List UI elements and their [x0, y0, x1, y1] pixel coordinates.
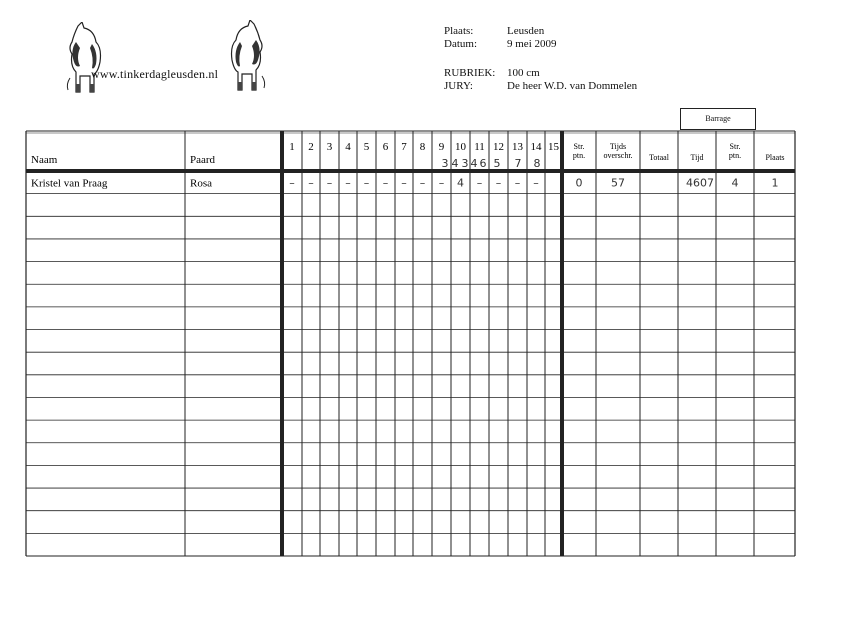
- header-obstacle-3: 3: [326, 141, 333, 153]
- cell-barrage-str-ptn: 4: [731, 176, 739, 190]
- cell-tijds: 57: [611, 176, 625, 190]
- cell-obstacle-14: –: [533, 176, 539, 190]
- header-obstacle-5: 5: [363, 141, 370, 153]
- site-url: www.tinkerdagleusden.nl: [91, 67, 219, 81]
- cell-naam: Kristel van Praag: [31, 177, 108, 190]
- cell-plaats: 1: [771, 176, 779, 190]
- header-naam: Naam: [31, 154, 58, 166]
- header-barrage-str-ptn-line2: ptn.: [728, 151, 742, 160]
- handwritten-header-mark: 7: [514, 157, 522, 170]
- cell-obstacle-13: –: [514, 176, 521, 190]
- header-str-ptn-line2: ptn.: [572, 151, 586, 160]
- header-obstacle-2: 2: [308, 141, 314, 153]
- header-tijds-overschr-line1: Tijds: [609, 142, 627, 151]
- plaats-label: Plaats:: [444, 25, 474, 37]
- jury-value: De heer W.D. van Dommelen: [507, 80, 638, 92]
- cell-obstacle-12: –: [495, 176, 502, 190]
- header-barrage-str-ptn-line1: Str.: [729, 142, 741, 151]
- header-tijd: Tijd: [690, 153, 704, 162]
- cell-obstacle-10: 4: [457, 176, 464, 190]
- header-obstacle-4: 4: [345, 141, 351, 153]
- handwritten-header-mark: 6: [479, 157, 487, 170]
- cell-obstacle-2: –: [308, 176, 314, 190]
- grid-lines: [26, 131, 795, 556]
- handwritten-header-mark: 3: [461, 157, 469, 170]
- cell-obstacle-11: –: [476, 176, 483, 190]
- barrage-header-box: Barrage: [680, 108, 756, 130]
- cell-obstacle-3: –: [326, 176, 333, 190]
- header-obstacle-15: 15: [548, 141, 559, 153]
- header-tijds-overschr-line2: overschr.: [603, 151, 633, 160]
- header-obstacle-1: 1: [289, 141, 295, 153]
- header-obstacle-9: 9: [438, 141, 445, 153]
- cell-tijd: 4607: [686, 176, 714, 190]
- cell-obstacle-9: –: [438, 176, 445, 190]
- header-obstacle-6: 6: [382, 141, 389, 153]
- header-str-ptn-line1: Str.: [573, 142, 585, 151]
- cell-obstacle-8: –: [419, 176, 426, 190]
- handwritten-header-mark: 4: [470, 157, 478, 170]
- handwritten-header-mark: 5: [493, 157, 501, 170]
- header-obstacle-8: 8: [419, 141, 426, 153]
- handwritten-header-mark: 8: [533, 157, 541, 170]
- cell-obstacle-4: –: [345, 176, 351, 190]
- jury-label: JURY:: [444, 80, 473, 92]
- cell-obstacle-1: –: [289, 176, 295, 190]
- rubriek-label: RUBRIEK:: [444, 67, 496, 79]
- cell-obstacle-6: –: [382, 176, 389, 190]
- header-obstacle-7: 7: [401, 141, 407, 153]
- header-obstacle-14: 14: [530, 141, 542, 153]
- header-row: [31, 141, 785, 170]
- header-obstacle-13: 13: [512, 141, 523, 153]
- cell-obstacle-5: –: [363, 176, 370, 190]
- plaats-value: Leusden: [507, 25, 545, 37]
- header-totaal: Totaal: [649, 153, 669, 162]
- header-paard: Paard: [190, 154, 216, 166]
- header-plaats: Plaats: [765, 153, 785, 162]
- datum-value: 9 mei 2009: [507, 38, 557, 50]
- cell-obstacle-7: –: [401, 176, 407, 190]
- cell-str-ptn: 0: [575, 176, 583, 190]
- header-obstacle-10: 10: [455, 141, 466, 153]
- header-obstacle-12: 12: [493, 141, 504, 153]
- header-obstacle-11: 11: [474, 141, 485, 153]
- datum-label: Datum:: [444, 38, 477, 50]
- cell-paard: Rosa: [190, 177, 212, 190]
- table-body: [31, 176, 779, 189]
- handwritten-header-mark: 3: [441, 157, 449, 170]
- rubriek-value: 100 cm: [507, 67, 540, 79]
- handwritten-header-mark: 4: [451, 157, 459, 170]
